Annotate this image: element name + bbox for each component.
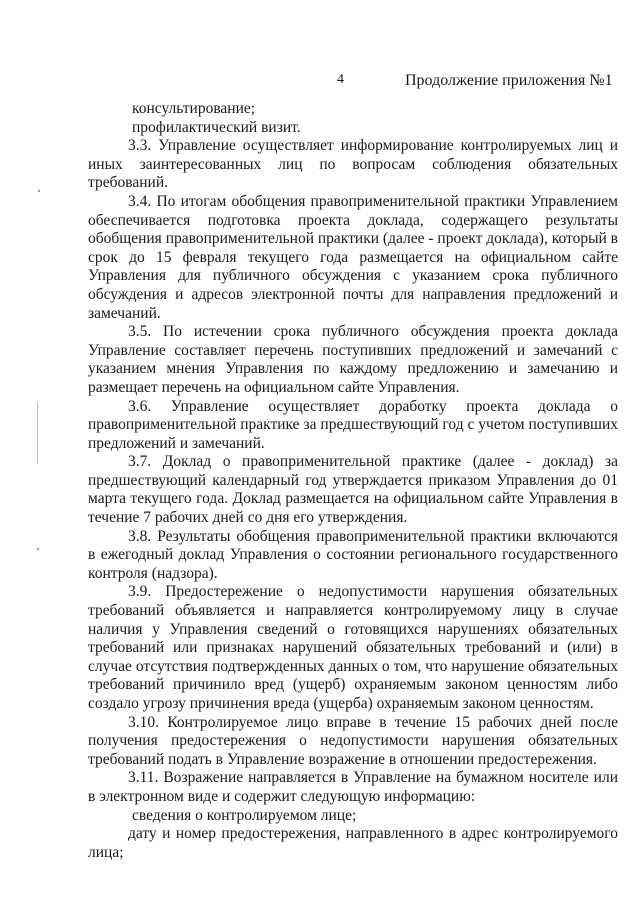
paragraph-3-10: 3.10. Контролируемое лицо вправе в течение 15 рабочих дней после получения предостережения о недопустимости нарушения обязательных требований подать в Управление возражение в отношении предостережения.	[88, 713, 618, 768]
scan-artifact-mark	[37, 402, 38, 464]
appendix-continuation-label: Продолжение приложения №1	[405, 72, 613, 89]
paragraph-3-11: 3.11. Возражение направляется в Управление на бумажном носителе или в электронном виде и содержит следующую информацию:	[88, 769, 618, 805]
paragraph-3-7: 3.7. Доклад о правоприменительной практике (далее - доклад) за предшествующий календарный год утверждается приказом Управления до 01 марта текущего года. Доклад размещается на официальном сайте Управления в течение 7 рабочих дней со дня его утверждения.	[88, 453, 618, 527]
paragraph-3-3: 3.3. Управление осуществляет информирование контролируемых лиц и иных заинтересованных лиц по вопросам соблюдения обязательных требований.	[88, 137, 618, 192]
list-item: сведения о контролируемом лице;	[132, 806, 357, 824]
list-item: дату и номер предостережения, направленного в адрес контролируемого лица;	[88, 825, 618, 861]
document-body	[88, 100, 618, 862]
paragraph-3-5: 3.5. По истечении срока публичного обсуждения проекта доклада Управление составляет перечень поступивших предложений и замечаний с указанием мнения Управления по каждому предложению и замечанию и размещает перечень на официальном сайте Управления.	[88, 323, 618, 396]
paragraph-3-6: 3.6. Управление осуществляет доработку проекта доклада о правоприменительной практике за предшествующий год с учетом поступивших предложений и замечаний.	[88, 397, 618, 452]
page-number: 4	[337, 72, 344, 87]
list-item: консультирование;	[132, 100, 256, 117]
scan-artifact-mark	[38, 190, 40, 192]
scan-artifact-mark	[37, 548, 39, 550]
list-item: профилактический визит.	[132, 118, 301, 136]
paragraph-3-8: 3.8. Результаты обобщения правоприменительной практики включаются в ежегодный доклад Управления о состоянии регионального государственного контроля (надзора).	[88, 527, 618, 582]
paragraph-3-9: 3.9. Предостережение о недопустимости нарушения обязательных требований объявляется и направляется контролируемому лицу в случае наличия у Управления сведений о готовящихся нарушениях обязательных требований или признаках нарушений обязательных требований и (или) в случае отсутствия подтвержденных данных о том, что нарушение обязательных требований причинило вред (ущерб) охраняемым законом ценностям либо создало угрозу причинения вреда (ущерба) охраняемым законом ценностям.	[88, 583, 618, 712]
paragraph-3-4: 3.4. По итогам обобщения правоприменительной практики Управлением обеспечивается подготовка проекта доклада, содержащего результаты обобщения правоприменительной практики (далее - проект доклада), который в срок до 15 февраля текущего года размещается на официальном сайте Управления для публичного обсуждения с указанием срока публичного обсуждения и адресов электронной почты для направления предложений и замечаний.	[88, 192, 618, 322]
